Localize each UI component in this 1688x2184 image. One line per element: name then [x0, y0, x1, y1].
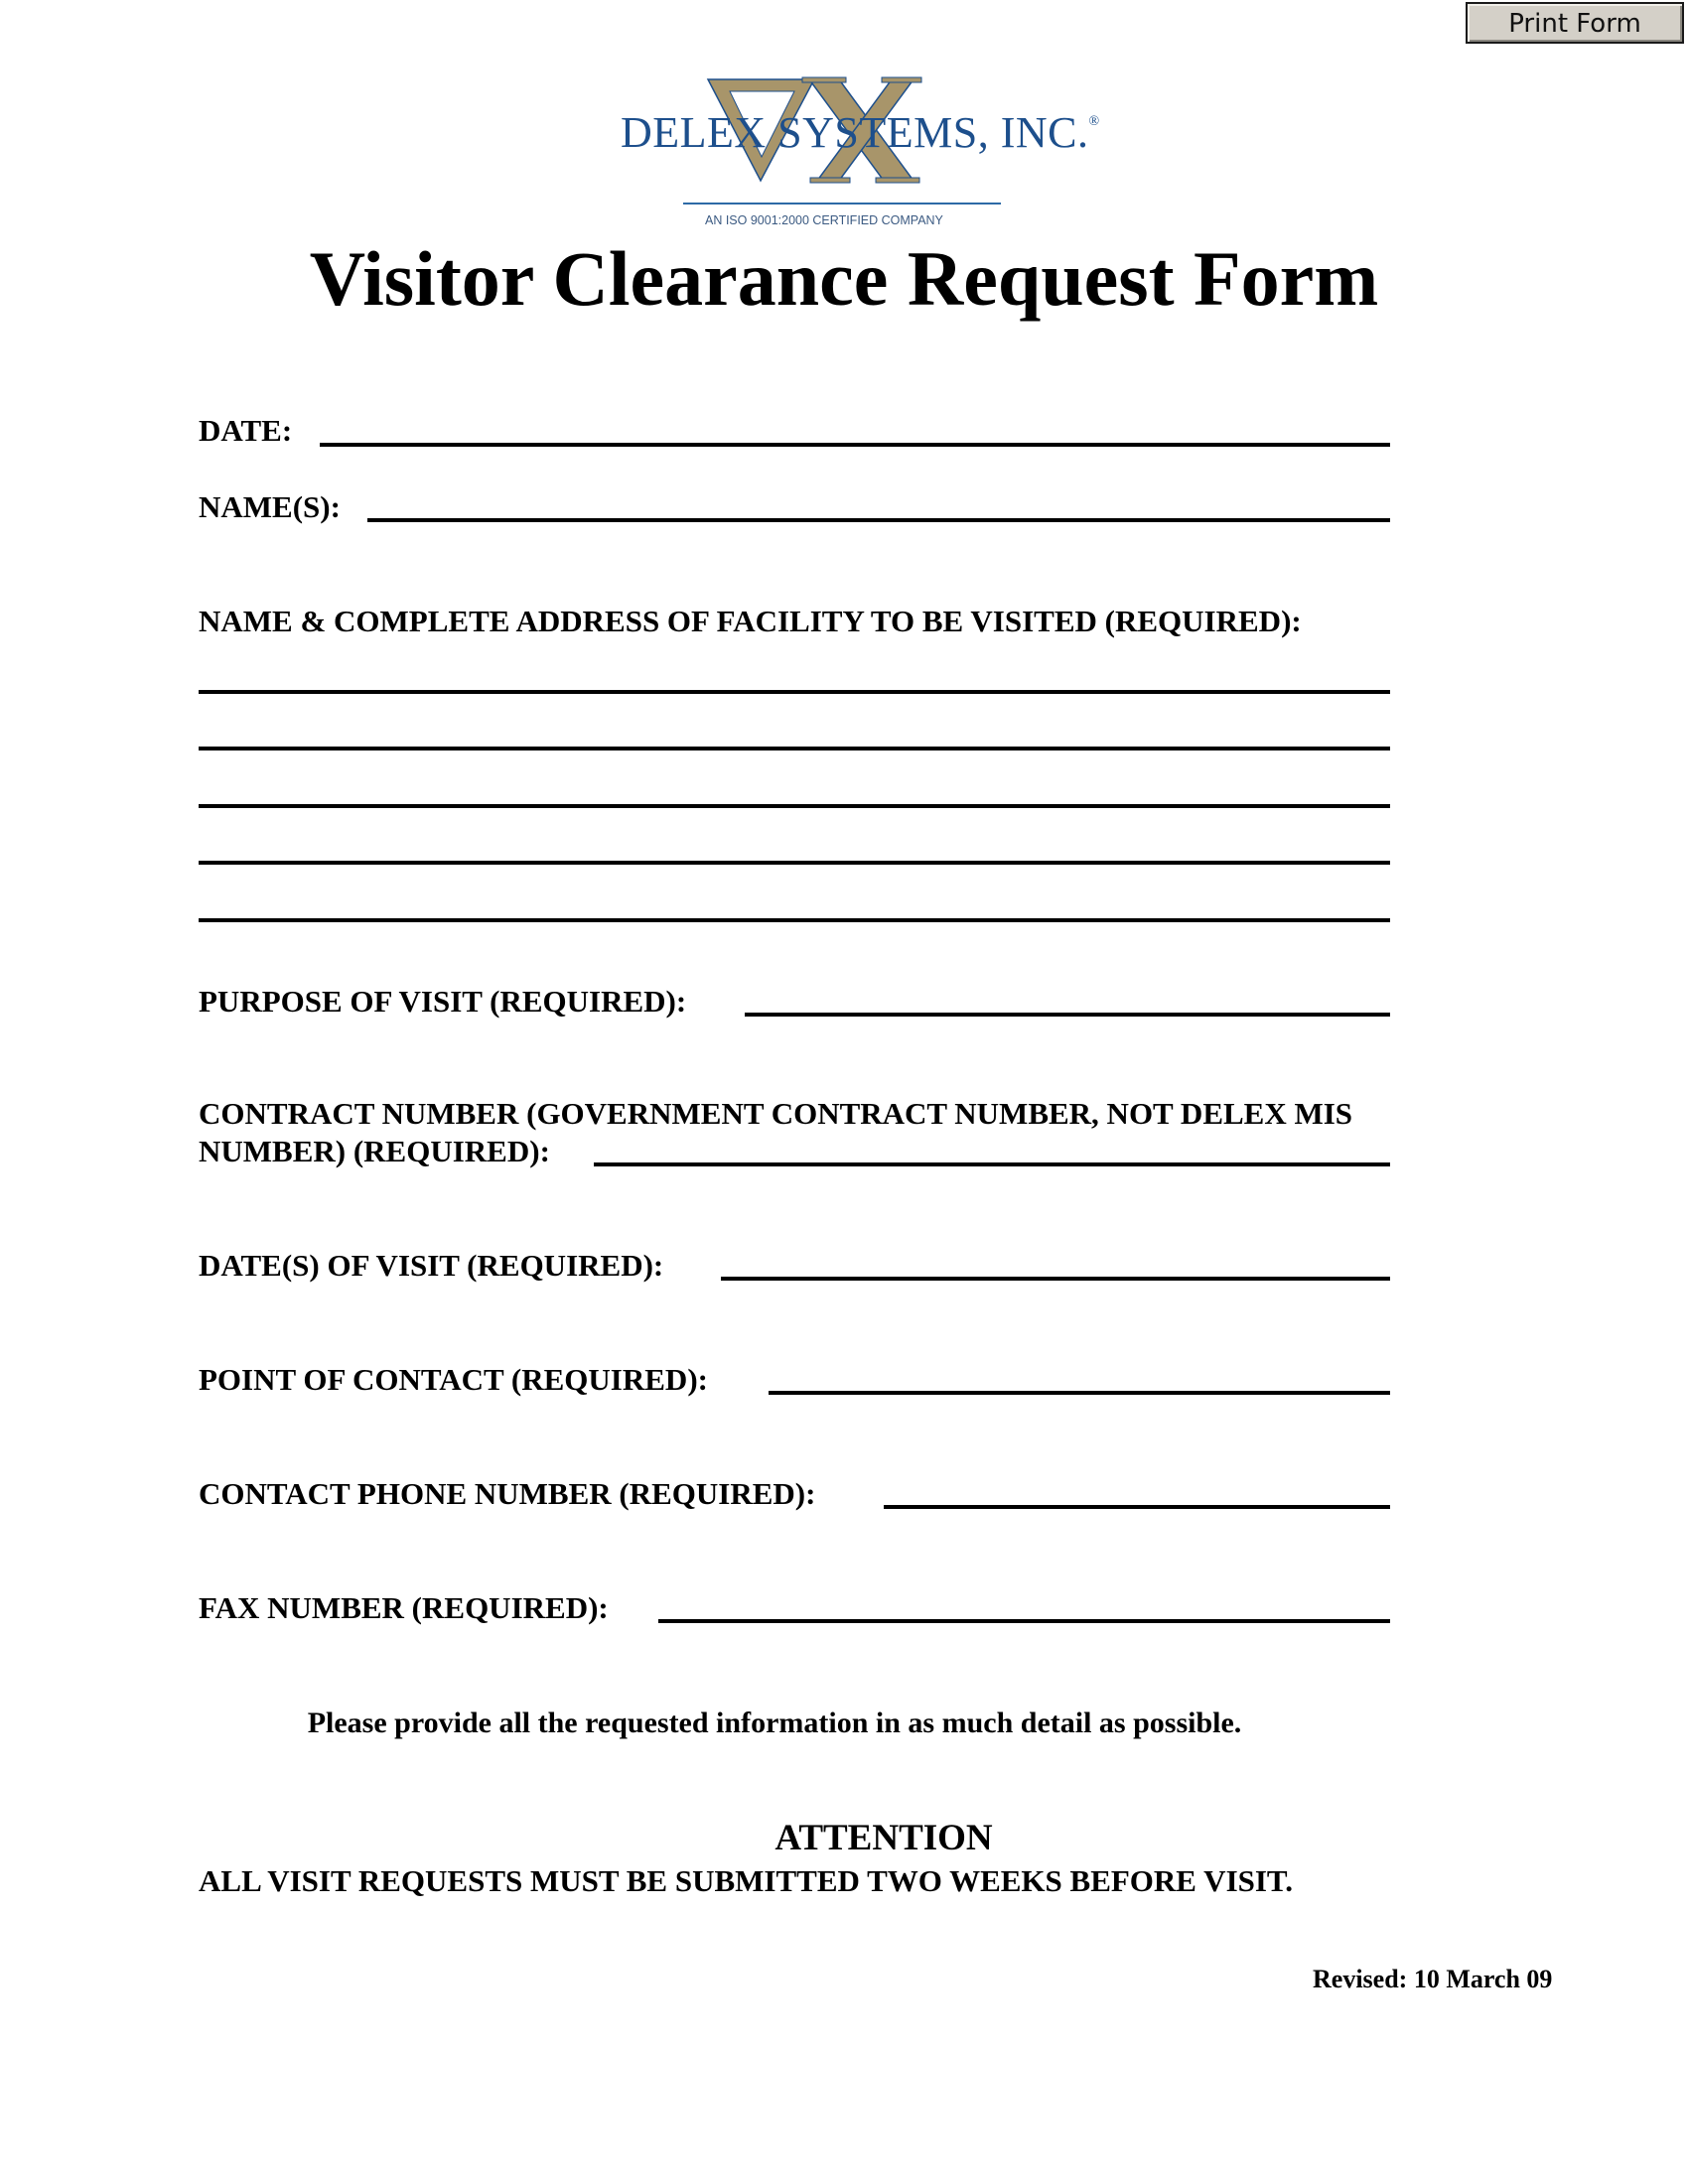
facility-address-line-4[interactable] [199, 861, 1390, 865]
facility-label: NAME & COMPLETE ADDRESS OF FACILITY TO BE VISITED (REQUIRED): [199, 604, 1302, 638]
company-logo [616, 69, 1100, 238]
attention-heading: ATTENTION [774, 1818, 993, 1858]
contract-number-field[interactable] [594, 1162, 1390, 1166]
instruction-text: Please provide all the requested information in as much detail as possible. [307, 1706, 1242, 1739]
names-field[interactable] [367, 518, 1390, 522]
page-title: Visitor Clearance Request Form [309, 235, 1379, 322]
revised-date: Revised: 10 March 09 [1313, 1965, 1553, 1993]
fax-label: FAX NUMBER (REQUIRED): [199, 1590, 609, 1625]
names-label: NAME(S): [199, 489, 341, 524]
facility-address-line-2[interactable] [199, 747, 1390, 751]
logo-divider [683, 203, 1001, 205]
fax-field[interactable] [658, 1619, 1390, 1623]
point-of-contact-label: POINT OF CONTACT (REQUIRED): [199, 1362, 708, 1397]
company-name: DELEX SYSTEMS, INC.® [621, 108, 1100, 157]
visit-dates-label: DATE(S) OF VISIT (REQUIRED): [199, 1248, 664, 1283]
contact-phone-label: CONTACT PHONE NUMBER (REQUIRED): [199, 1476, 816, 1511]
point-of-contact-field[interactable] [769, 1391, 1390, 1395]
purpose-label: PURPOSE OF VISIT (REQUIRED): [199, 984, 687, 1019]
contact-phone-field[interactable] [884, 1505, 1390, 1509]
date-label: DATE: [199, 413, 293, 448]
purpose-field[interactable] [745, 1013, 1390, 1017]
facility-address-line-3[interactable] [199, 804, 1390, 808]
print-form-button[interactable]: Print Form [1466, 2, 1684, 44]
visit-dates-field[interactable] [721, 1277, 1390, 1281]
facility-address-line-1[interactable] [199, 690, 1390, 694]
contract-label-line-2: NUMBER) (REQUIRED): [199, 1134, 550, 1168]
attention-text: ALL VISIT REQUESTS MUST BE SUBMITTED TWO WEEKS BEFORE VISIT. [199, 1863, 1294, 1898]
logo-tagline: AN ISO 9001:2000 CERTIFIED COMPANY [705, 213, 943, 227]
facility-address-line-5[interactable] [199, 918, 1390, 922]
contract-label-line-1: CONTRACT NUMBER (GOVERNMENT CONTRACT NUMBER, NOT DELEX MIS [199, 1096, 1353, 1131]
date-field[interactable] [320, 443, 1390, 447]
